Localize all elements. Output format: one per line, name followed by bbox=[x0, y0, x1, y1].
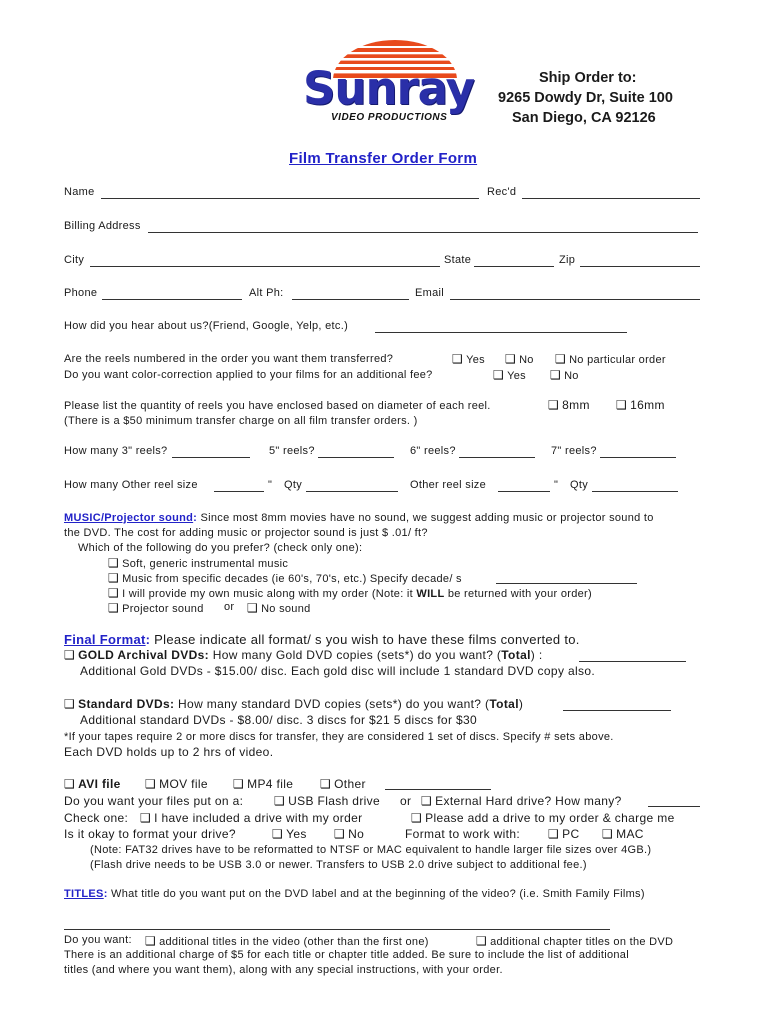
phone-field[interactable] bbox=[102, 299, 242, 300]
checkbox-icon[interactable]: ❑ bbox=[145, 777, 157, 791]
reels-order-yes-label: Yes bbox=[466, 354, 485, 366]
titles-line bbox=[64, 888, 645, 900]
music-line2: the DVD. The cost for adding music or projector sound is just $ .01/ ft? bbox=[64, 527, 428, 539]
final-format-colon: : bbox=[145, 632, 151, 647]
drive-or: or bbox=[400, 794, 412, 808]
checkbox-icon[interactable]: ❑ bbox=[64, 697, 76, 711]
state-label: State bbox=[444, 254, 472, 266]
other-reel-label: How many Other reel size bbox=[64, 479, 198, 491]
billing-field[interactable] bbox=[148, 232, 698, 233]
music-or: or bbox=[224, 601, 235, 613]
dvd-capacity-note: Each DVD holds up to 2 hrs of video. bbox=[64, 745, 274, 759]
fat32-note: (Note: FAT32 drives have to be reformatted to NTSF or MAC equivalent to handle larger file sizes over 4GB.) bbox=[90, 844, 652, 856]
gold-dvd-extra: Additional Gold DVDs - $15.00/ disc. Each gold disc will include 1 standard DVD copy also. bbox=[80, 664, 596, 678]
other-reel-size-field-2[interactable] bbox=[498, 491, 550, 492]
checkbox-icon[interactable]: ❑ bbox=[233, 777, 245, 791]
std-dvd-question: How many standard DVD copies (sets*) do you want? ( bbox=[174, 697, 490, 711]
file-other-label: Other bbox=[334, 777, 366, 791]
ship-to-block bbox=[498, 68, 673, 128]
checkbox-icon[interactable]: ❑ bbox=[108, 586, 120, 600]
city-label: City bbox=[64, 254, 85, 266]
reels-order-no-particular-label: No particular order bbox=[569, 354, 666, 366]
file-other[interactable] bbox=[320, 777, 366, 791]
music-opt-nosound[interactable] bbox=[247, 601, 311, 615]
titles-want-label: Do you want: bbox=[64, 934, 132, 946]
checkbox-icon[interactable]: ❑ bbox=[452, 352, 464, 366]
ship-to-street: 9265 Dowdy Dr, Suite 100 bbox=[498, 90, 673, 106]
final-format-line bbox=[64, 632, 580, 647]
checkbox-icon[interactable]: ❑ bbox=[476, 934, 488, 948]
flash-drive-note: (Flash drive needs to be USB 3.0 or newer. Transfers to USB 2.0 drive subject to additional fee.) bbox=[90, 859, 587, 871]
format-work-label: Format to work with: bbox=[405, 827, 521, 841]
brand-wordmark: Sunray bbox=[303, 62, 474, 115]
mac-option[interactable] bbox=[602, 827, 644, 841]
add-drive-option[interactable] bbox=[411, 811, 675, 825]
checkbox-icon[interactable]: ❑ bbox=[64, 777, 76, 791]
music-heading: MUSIC/Projector sound bbox=[64, 512, 194, 524]
std-dvd-question-end: ) bbox=[518, 697, 524, 711]
music-decade-field[interactable] bbox=[496, 583, 637, 584]
music-opt-nosound-label: No sound bbox=[261, 603, 311, 615]
checkbox-icon[interactable]: ❑ bbox=[108, 556, 120, 570]
std-dvd-total: Total bbox=[489, 697, 519, 711]
file-avi-label: AVI file bbox=[78, 777, 121, 791]
checkbox-icon[interactable]: ❑ bbox=[272, 827, 284, 841]
file-other-field[interactable] bbox=[385, 789, 491, 790]
other-reel-label-2: Other reel size bbox=[410, 479, 487, 491]
reels-order-no-particular[interactable] bbox=[555, 352, 666, 366]
recd-field[interactable] bbox=[522, 198, 700, 199]
final-format-heading: Final Format bbox=[64, 632, 146, 647]
reels-order-question: Are the reels numbered in the order you want them transferred? bbox=[64, 353, 394, 365]
other-reel-qty-field[interactable] bbox=[306, 491, 398, 492]
checkbox-icon[interactable]: ❑ bbox=[550, 368, 562, 382]
gold-dvd-question: How many Gold DVD copies (sets*) do you want? ( bbox=[209, 648, 502, 662]
checkbox-icon[interactable]: ❑ bbox=[548, 398, 560, 412]
color-correction-yes[interactable] bbox=[493, 368, 526, 382]
reels-3in-field[interactable] bbox=[172, 457, 250, 458]
reels-6in-field[interactable] bbox=[459, 457, 535, 458]
titles-charge-line: There is an additional charge of $5 for each title or chapter title added. Be sure to include the list of additional bbox=[64, 949, 629, 961]
drive-included-label: I have included a drive with my order bbox=[154, 811, 363, 825]
diameter-line1: Please list the quantity of reels you have enclosed based on diameter of each reel. bbox=[64, 400, 491, 412]
std-dvd-line[interactable] bbox=[64, 697, 523, 711]
check-one-label: Check one: bbox=[64, 811, 129, 825]
form-title: Film Transfer Order Form bbox=[289, 150, 478, 167]
billing-label: Billing Address bbox=[64, 220, 141, 232]
color-correction-yes-label: Yes bbox=[507, 370, 526, 382]
altph-label: Alt Ph: bbox=[249, 287, 284, 299]
checkbox-icon[interactable]: ❑ bbox=[602, 827, 614, 841]
music-opt-decades[interactable] bbox=[108, 571, 462, 585]
opt-8mm-label: 8mm bbox=[562, 398, 590, 412]
files-put-on-label: Do you want your files put on a: bbox=[64, 794, 244, 808]
reels-3in-label: How many 3" reels? bbox=[64, 445, 168, 457]
checkbox-icon[interactable]: ❑ bbox=[555, 352, 567, 366]
other-reel-qty-label: Qty bbox=[284, 479, 303, 491]
phone-label: Phone bbox=[64, 287, 98, 299]
hear-about-label: How did you hear about us?(Friend, Google, Yelp, etc.) bbox=[64, 320, 349, 332]
name-field[interactable] bbox=[101, 198, 479, 199]
titles-opt-chapter-label: additional chapter titles on the DVD bbox=[490, 936, 674, 948]
reels-7in-field[interactable] bbox=[600, 457, 676, 458]
checkbox-icon[interactable]: ❑ bbox=[145, 934, 157, 948]
checkbox-icon[interactable]: ❑ bbox=[247, 601, 259, 615]
ship-to-heading: Ship Order to: bbox=[539, 70, 637, 86]
diameter-line2: (There is a $50 minimum transfer charge on all film transfer orders. ) bbox=[64, 415, 418, 427]
hear-about-field[interactable] bbox=[375, 332, 627, 333]
gold-dvd-field[interactable] bbox=[579, 661, 686, 662]
titles-want-line bbox=[64, 934, 132, 946]
reels-5in-label: 5" reels? bbox=[269, 445, 315, 457]
recd-label: Rec'd bbox=[487, 186, 517, 198]
file-mp4-label: MP4 file bbox=[247, 777, 294, 791]
file-mov[interactable] bbox=[145, 777, 208, 791]
zip-field[interactable] bbox=[580, 266, 700, 267]
music-opt-own-tail: be returned with your order) bbox=[444, 588, 592, 600]
city-field[interactable] bbox=[90, 266, 440, 267]
brand-tagline: VIDEO PRODUCTIONS bbox=[331, 112, 448, 123]
mac-label: MAC bbox=[616, 827, 644, 841]
pc-label: PC bbox=[562, 827, 580, 841]
ext-drive-label: External Hard drive? How many? bbox=[435, 794, 622, 808]
music-opt-decades-label: Music from specific decades (ie 60's, 70's, etc.) Specify decade/ s bbox=[122, 573, 462, 585]
format-yes-option[interactable] bbox=[272, 827, 307, 841]
opt-16mm[interactable] bbox=[616, 398, 665, 412]
format-no-option[interactable] bbox=[334, 827, 364, 841]
opt-8mm[interactable] bbox=[548, 398, 590, 412]
opt-16mm-label: 16mm bbox=[630, 398, 665, 412]
checkbox-icon[interactable]: ❑ bbox=[493, 368, 505, 382]
file-avi[interactable] bbox=[64, 777, 121, 791]
music-which: Which of the following do you prefer? (check only one): bbox=[78, 542, 363, 554]
music-opt-projector[interactable] bbox=[108, 601, 204, 615]
usb-flash-label: USB Flash drive bbox=[288, 794, 381, 808]
email-label: Email bbox=[415, 287, 445, 299]
music-opt-own-label: I will provide my own music along with my order (Note: it bbox=[122, 588, 417, 600]
sets-note: *If your tapes require 2 or more discs for transfer, they are considered 1 set of discs. Specify # sets above. bbox=[64, 731, 614, 743]
other-reel-size-field[interactable] bbox=[214, 491, 264, 492]
music-opt-soft-label: Soft, generic instrumental music bbox=[122, 558, 289, 570]
final-format-text: Please indicate all format/ s you wish to have these films converted to. bbox=[150, 632, 580, 647]
ext-drive-option[interactable] bbox=[421, 794, 622, 808]
titles-instructions-line: titles (and where you want them), along with any special instructions, with your order. bbox=[64, 964, 503, 976]
checkbox-icon[interactable]: ❑ bbox=[274, 794, 286, 808]
titles-colon: : bbox=[103, 888, 108, 900]
drive-included-option[interactable] bbox=[140, 811, 363, 825]
reels-7in-label: 7" reels? bbox=[551, 445, 597, 457]
reels-order-no[interactable] bbox=[505, 352, 534, 366]
other-reel-quote-2: " bbox=[554, 479, 559, 491]
music-opt-soft[interactable] bbox=[108, 556, 288, 570]
titles-heading: TITLES bbox=[64, 888, 104, 900]
titles-question: What title do you want put on the DVD label and at the beginning of the video? (i.e. Smith Family Films) bbox=[107, 888, 645, 900]
checkbox-icon[interactable]: ❑ bbox=[616, 398, 628, 412]
file-mp4[interactable] bbox=[233, 777, 293, 791]
checkbox-icon[interactable]: ❑ bbox=[505, 352, 517, 366]
std-dvd-field[interactable] bbox=[563, 710, 671, 711]
email-field[interactable] bbox=[450, 299, 700, 300]
music-opt-own-will: WILL bbox=[416, 588, 445, 600]
usb-flash-option[interactable] bbox=[274, 794, 380, 808]
checkbox-icon[interactable]: ❑ bbox=[411, 811, 423, 825]
other-reel-qty-field-2[interactable] bbox=[592, 491, 678, 492]
music-text1: Since most 8mm movies have no sound, we suggest adding music or projector sound to bbox=[197, 512, 654, 524]
gold-dvd-total: Total bbox=[501, 648, 531, 662]
format-drive-question: Is it okay to format your drive? bbox=[64, 827, 236, 841]
color-correction-no[interactable] bbox=[550, 368, 579, 382]
titles-opt-additional-label: additional titles in the video (other than the first one) bbox=[159, 936, 429, 948]
music-opt-projector-label: Projector sound bbox=[122, 603, 204, 615]
ext-drive-count-field[interactable] bbox=[648, 806, 700, 807]
pc-option[interactable] bbox=[548, 827, 579, 841]
std-dvd-label: Standard DVDs: bbox=[78, 697, 175, 711]
checkbox-icon[interactable]: ❑ bbox=[64, 648, 76, 662]
reels-order-no-label: No bbox=[519, 354, 534, 366]
gold-dvd-line[interactable] bbox=[64, 648, 543, 662]
checkbox-icon[interactable]: ❑ bbox=[421, 794, 433, 808]
other-reel-quote: " bbox=[268, 479, 273, 491]
reels-6in-label: 6" reels? bbox=[410, 445, 456, 457]
checkbox-icon[interactable]: ❑ bbox=[140, 811, 152, 825]
checkbox-icon[interactable]: ❑ bbox=[108, 571, 120, 585]
gold-dvd-question-end: ) : bbox=[530, 648, 543, 662]
color-correction-no-label: No bbox=[564, 370, 579, 382]
reels-5in-field[interactable] bbox=[318, 457, 394, 458]
music-colon: : bbox=[193, 512, 198, 524]
ship-to-city: San Diego, CA 92126 bbox=[512, 110, 656, 126]
format-no-label: No bbox=[348, 827, 365, 841]
other-reel-qty-label-2: Qty bbox=[570, 479, 589, 491]
checkbox-icon[interactable]: ❑ bbox=[334, 827, 346, 841]
title-text-field[interactable] bbox=[64, 929, 610, 930]
altph-field[interactable] bbox=[292, 299, 409, 300]
add-drive-label: Please add a drive to my order & charge me bbox=[425, 811, 675, 825]
format-yes-label: Yes bbox=[286, 827, 307, 841]
music-opt-own[interactable] bbox=[108, 586, 592, 600]
checkbox-icon[interactable]: ❑ bbox=[108, 601, 120, 615]
std-dvd-extra: Additional standard DVDs - $8.00/ disc. 3 discs for $21 5 discs for $30 bbox=[80, 713, 478, 727]
gold-dvd-label: GOLD Archival DVDs: bbox=[78, 648, 210, 662]
name-label: Name bbox=[64, 186, 95, 198]
music-line1 bbox=[64, 512, 654, 524]
checkbox-icon[interactable]: ❑ bbox=[320, 777, 332, 791]
zip-label: Zip bbox=[559, 254, 576, 266]
file-mov-label: MOV file bbox=[159, 777, 208, 791]
checkbox-icon[interactable]: ❑ bbox=[548, 827, 560, 841]
color-correction-question: Do you want color-correction applied to your films for an additional fee? bbox=[64, 369, 433, 381]
state-field[interactable] bbox=[474, 266, 554, 267]
reels-order-yes[interactable] bbox=[452, 352, 485, 366]
titles-opt-chapter[interactable] bbox=[476, 934, 673, 948]
titles-opt-additional[interactable] bbox=[145, 934, 429, 948]
